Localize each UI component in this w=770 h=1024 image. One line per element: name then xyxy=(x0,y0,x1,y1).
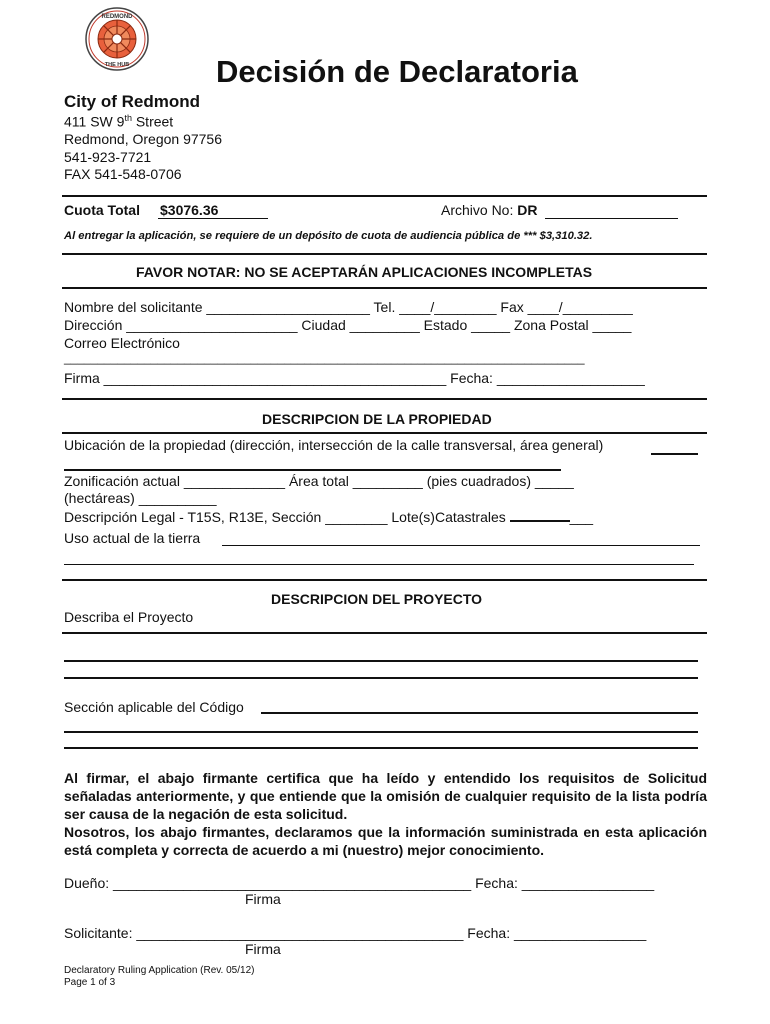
archivo-field[interactable] xyxy=(545,218,678,219)
land-use-field-2[interactable] xyxy=(64,564,694,565)
applicant-signature-line[interactable]: Firma ____________________________________________ Fecha: ___________________ xyxy=(64,370,645,386)
zoning-line[interactable]: Zonificación actual _____________ Área total _________ (pies cuadrados) _____ xyxy=(64,473,574,489)
applicant-email-label: Correo Electrónico xyxy=(64,335,180,351)
land-use-label: Uso actual de la tierra xyxy=(64,530,201,546)
divider xyxy=(62,253,707,255)
project-heading: DESCRIPCION DEL PROYECTO xyxy=(271,591,483,607)
applicant-final-signature-line[interactable]: Solicitante: __________________________________________ Fecha: _________________ xyxy=(64,925,647,941)
org-street: 411 SW 9th Street xyxy=(64,113,174,130)
applicant-email-line[interactable]: ______________________________________________________________________________ xyxy=(64,351,585,365)
footer-page-number: Page 1 of 3 xyxy=(64,977,116,988)
fee-label: Cuota Total xyxy=(64,202,140,218)
org-name: City of Redmond xyxy=(64,92,200,111)
property-location-field[interactable] xyxy=(651,453,698,455)
owner-signature-line[interactable]: Dueño: ______________________________________________ Fecha: _________________ xyxy=(64,875,655,891)
owner-signature-caption: Firma xyxy=(245,891,281,907)
incomplete-notice: FAVOR NOTAR: NO SE ACEPTARÁN APLICACIONES INCOMPLETAS xyxy=(136,264,593,280)
fee-amount: $3076.36 xyxy=(160,202,219,218)
city-seal-logo xyxy=(84,6,150,72)
divider xyxy=(62,579,707,581)
org-phone: 541-923-7721 xyxy=(64,149,152,165)
project-line-1[interactable] xyxy=(62,632,707,634)
divider xyxy=(62,287,707,289)
property-location-field-2[interactable] xyxy=(64,469,561,471)
org-fax: FAX 541-548-0706 xyxy=(64,166,182,182)
code-section-label: Sección aplicable del Código xyxy=(64,699,244,715)
code-line-2[interactable] xyxy=(64,731,698,733)
project-line-2[interactable] xyxy=(64,660,698,662)
archivo-label: Archivo No: DR xyxy=(441,202,538,218)
property-heading: DESCRIPCION DE LA PROPIEDAD xyxy=(262,411,492,427)
applicant-address-line[interactable]: Dirección ______________________ Ciudad _________ Estado _____ Zona Postal _____ xyxy=(64,317,632,333)
svg-text:THE HUB: THE HUB xyxy=(104,62,130,68)
legal-description-line[interactable]: Descripción Legal - T15S, R13E, Sección ________ Lote(s)Catastrales ___ xyxy=(64,509,594,525)
certification-text: Al firmar, el abajo firmante certifica que ha leído y entendido los requisitos de Solicitud señaladas anteriormente, y que entiende que la omisión de cualquier requisito de la lista podría ser causa de la negación de esta solicitud. Nosotros, los abajo firmantes, declaramos que la información suministrada en esta aplicación está completa y correcta de acuerdo a mi (nuestro) mejor conocimiento. xyxy=(64,770,707,858)
code-line-3[interactable] xyxy=(64,747,698,749)
document-title: Decisión de Declaratoria xyxy=(216,54,578,89)
org-city: Redmond, Oregon 97756 xyxy=(64,131,222,147)
project-line-3[interactable] xyxy=(64,677,698,679)
divider xyxy=(62,195,707,197)
hectares-line[interactable]: (hectáreas) __________ xyxy=(64,490,217,506)
land-use-field[interactable] xyxy=(222,545,700,546)
divider xyxy=(62,398,707,400)
property-location-label: Ubicación de la propiedad (dirección, intersección de la calle transversal, área general) xyxy=(64,437,604,453)
deposit-note: Al entregar la aplicación, se requiere de un depósito de cuota de audiencia pública de *** $3,310.32. xyxy=(64,230,593,242)
divider xyxy=(62,432,707,434)
applicant-name-line[interactable]: Nombre del solicitante _____________________ Tel. ____/________ Fax ____/_________ xyxy=(64,299,633,315)
footer-form-id: Declaratory Ruling Application (Rev. 05/12) xyxy=(64,965,255,976)
fee-underline xyxy=(158,218,268,219)
applicant-final-signature-caption: Firma xyxy=(245,941,281,957)
project-describe-label: Describa el Proyecto xyxy=(64,609,194,625)
code-section-field[interactable] xyxy=(261,712,698,714)
svg-text:REDMOND: REDMOND xyxy=(101,14,133,20)
